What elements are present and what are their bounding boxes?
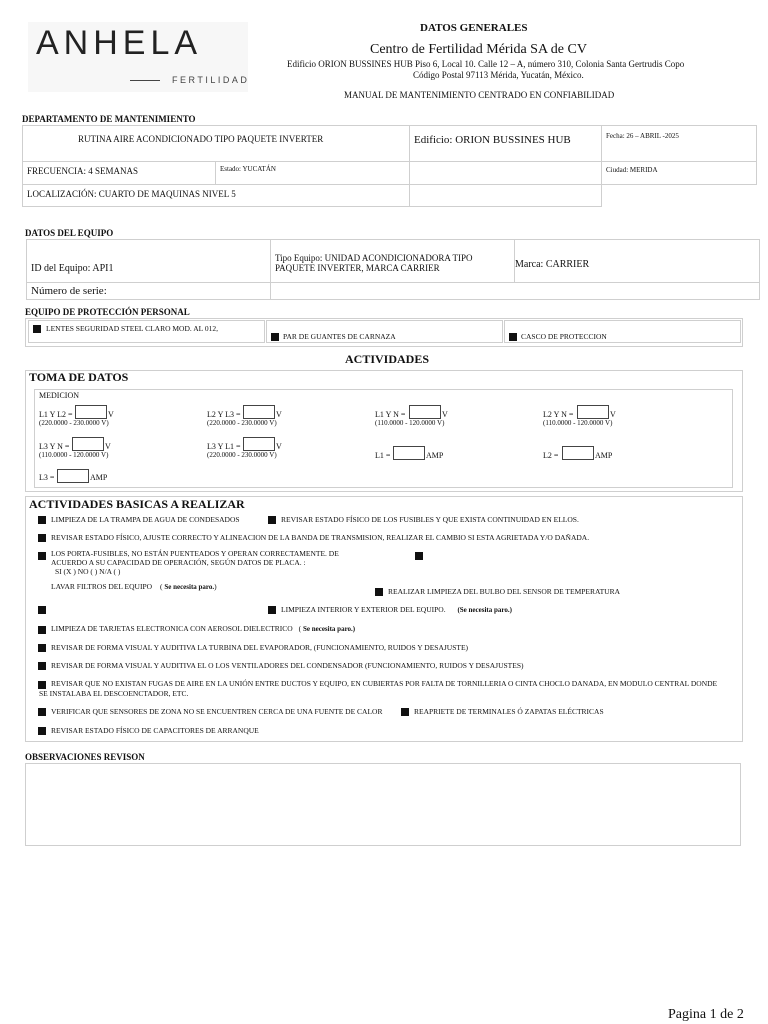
activity-lavar-filtros: LAVAR FILTROS DEL EQUIPO ( Se necesita paro.) xyxy=(51,582,217,591)
equipment-id: ID del Equipo: API1 xyxy=(31,263,114,274)
activity-text: LIMPIEZA DE TARJETAS ELECTRONICA CON AEROSOL DIELECTRICO xyxy=(51,624,293,633)
equipment-label: DATOS DEL EQUIPO xyxy=(25,228,114,238)
state-cell xyxy=(215,161,410,185)
bullet-icon xyxy=(38,727,46,735)
reading-input[interactable] xyxy=(243,405,275,419)
epp-item-text: PAR DE GUANTES DE CARNAZA xyxy=(283,332,396,341)
equipment-brand: Marca: CARRIER xyxy=(515,259,590,270)
equipment-brand-cell xyxy=(514,239,760,283)
activity-text: LAVAR FILTROS DEL EQUIPO xyxy=(51,582,153,591)
routine-cell xyxy=(22,125,410,162)
dept-label: DEPARTAMENTO DE MANTENIMIENTO xyxy=(22,114,196,124)
reading-input[interactable] xyxy=(75,405,107,419)
bullet-icon xyxy=(38,626,46,634)
bullet-icon xyxy=(33,325,41,333)
activity-text: REVISAR DE FORMA VISUAL Y AUDITIVA LA TURBINA DEL EVAPORADOR, (FUNCIONAMIENTO, RUIDOS Y DESAJUSTE) xyxy=(51,643,469,652)
reading-input[interactable] xyxy=(393,446,425,460)
routine-text: RUTINA AIRE ACONDICIONADO TIPO PAQUETE INVERTER xyxy=(78,134,324,144)
equipment-type-line2: PAQUETE INVERTER, MARCA CARRIER xyxy=(275,263,440,273)
activity-text: LIMPIEZA INTERIOR Y EXTERIOR DEL EQUIPO. xyxy=(281,605,446,614)
page-number: Pagina 1 de 2 xyxy=(668,1007,744,1022)
reading-unit: AMP xyxy=(90,473,108,482)
equipment-id-cell xyxy=(26,239,271,283)
bullet-icon xyxy=(38,552,46,560)
reading-label: L2 Y L3 = xyxy=(207,410,241,419)
activity-note: Se necesita paro.) xyxy=(302,625,356,633)
reading-unit: V xyxy=(276,442,282,451)
activity-text: REVISAR ESTADO FÍSICO DE LOS FUSIBLES Y QUE EXISTA CONTINUIDAD EN ELLOS. xyxy=(281,515,579,524)
bullet-icon xyxy=(38,534,46,542)
reading-unit: V xyxy=(105,442,111,451)
reading-label: L3 Y L1 = xyxy=(207,442,241,451)
activity-text: REAPRIETE DE TERMINALES Ó ZAPATAS ELÉCTRICAS xyxy=(414,707,604,716)
reading-range: (220.0000 - 230.0000 V) xyxy=(207,419,277,427)
readings-title: TOMA DE DATOS xyxy=(29,370,129,384)
epp-item-text: CASCO DE PROTECCION xyxy=(521,332,607,341)
reading-label: L2 Y N = xyxy=(543,410,574,419)
address-line1: Edificio ORION BUSSINES HUB Piso 6, Local 10. Calle 12 – A, número 310, Colonia Santa Gertrudis Copo xyxy=(287,59,685,69)
reading-unit: AMP xyxy=(595,451,613,460)
date-cell xyxy=(601,125,757,162)
reading-unit: V xyxy=(108,410,114,419)
equipment-type-cell xyxy=(270,239,515,283)
observations-field[interactable] xyxy=(25,763,741,846)
bullet-icon xyxy=(509,333,517,341)
manual-title: MANUAL DE MANTENIMIENTO CENTRADO EN CONFIABILIDAD xyxy=(344,90,615,100)
activity-porta-fusibles xyxy=(51,549,339,576)
epp-label: EQUIPO DE PROTECCIÓN PERSONAL xyxy=(25,307,190,317)
reading-unit: V xyxy=(610,410,616,419)
reading-unit: AMP xyxy=(426,451,444,460)
state-text: Estado: YUCATÁN xyxy=(220,165,276,173)
serial-label-cell xyxy=(26,282,271,300)
observations-label: OBSERVACIONES REVISON xyxy=(25,752,145,762)
bullet-icon xyxy=(38,644,46,652)
bullet-icon xyxy=(38,708,46,716)
frequency-text: FRECUENCIA: 4 SEMANAS xyxy=(27,166,139,176)
activity-answer: SI (X ) NO ( ) N/A ( ) xyxy=(55,567,121,576)
reading-range: (110.0000 - 120.0000 V) xyxy=(375,419,445,427)
address-line2: Código Postal 97113 Mérida, Yucatán, México. xyxy=(413,70,584,80)
blank-cell-1 xyxy=(409,161,602,185)
reading-range: (110.0000 - 120.0000 V) xyxy=(543,419,613,427)
activity-text: VERIFICAR QUE SENSORES DE ZONA NO SE ENCUENTREN CERCA DE UNA FUENTE DE CALOR xyxy=(51,707,383,716)
reading-input[interactable] xyxy=(72,437,104,451)
reading-input[interactable] xyxy=(577,405,609,419)
bullet-icon xyxy=(268,606,276,614)
activity-text: REALIZAR LIMPIEZA DEL BULBO DEL SENSOR DE TEMPERATURA xyxy=(388,587,621,596)
activity-text: REVISAR ESTADO FÍSICO, AJUSTE CORRECTO Y ALINEACION DE LA BANDA DE TRANSMISION, REALIZAR EL CAMBIO SI ESTA AGRIETADA Y/O DAÑADA. xyxy=(51,533,590,542)
location-cell xyxy=(22,184,410,207)
activity-note: Se necesita paro. xyxy=(164,583,215,591)
date-text: Fecha: 26 – ABRIL -2025 xyxy=(606,132,679,140)
readings-subtitle: MEDICION xyxy=(39,391,79,400)
reading-label: L1 = xyxy=(375,451,391,460)
activity-text: SE INSTALABA EL DESCOENCTADOR, ETC. xyxy=(39,688,189,698)
bullet-icon xyxy=(268,516,276,524)
serial-value-cell xyxy=(270,282,760,300)
reading-range: (110.0000 - 120.0000 V) xyxy=(39,451,109,459)
bullet-icon xyxy=(401,708,409,716)
activity-fugas xyxy=(39,679,739,698)
blank-cell-2 xyxy=(409,184,602,207)
epp-item-2 xyxy=(266,320,503,343)
reading-label: L2 = xyxy=(543,451,559,460)
bullet-icon xyxy=(38,606,46,614)
reading-label: L3 Y N = xyxy=(39,442,70,451)
bullet-icon xyxy=(375,588,383,596)
activity-text: LIMPIEZA DE LA TRAMPA DE AGUA DE CONDESADOS xyxy=(51,515,240,524)
reading-label: L1 Y N = xyxy=(375,410,406,419)
reading-input[interactable] xyxy=(409,405,441,419)
frequency-cell xyxy=(22,161,216,185)
bullet-icon xyxy=(271,333,279,341)
epp-item-1 xyxy=(28,320,265,343)
logo-tagline: FERTILIDAD xyxy=(172,75,250,85)
reading-unit: V xyxy=(442,410,448,419)
bullet-icon xyxy=(415,552,423,560)
epp-item-3 xyxy=(504,320,741,343)
header-title: DATOS GENERALES xyxy=(420,22,528,34)
readings-inner xyxy=(34,389,733,488)
reading-label: L3 = xyxy=(39,473,55,482)
equipment-type-line1: Tipo Equipo: UNIDAD ACONDICIONADORA TIPO xyxy=(275,253,473,263)
logo-name: ANHELA xyxy=(36,24,203,62)
activity-text: REVISAR DE FORMA VISUAL Y AUDITIVA EL O LOS VENTILADORES DEL CONDENSADOR (FUNCIONAMIENTO, RUIDOS Y DESAJUSTES) xyxy=(51,661,524,670)
reading-label: L1 Y L2 = xyxy=(39,410,73,419)
basic-title: ACTIVIDADES BASICAS A REALIZAR xyxy=(29,497,245,511)
building-cell xyxy=(409,125,602,162)
activity-text: LOS PORTA-FUSIBLES, NO ESTÁN PUENTEADOS Y OPERAN CORRECTAMENTE. DE xyxy=(51,549,339,558)
activity-note: (Se necesita paro.) xyxy=(457,606,512,614)
logo-divider xyxy=(130,80,160,81)
reading-range: (220.0000 - 230.0000 V) xyxy=(207,451,277,459)
reading-unit: V xyxy=(276,410,282,419)
city-text: Ciudad: MERIDA xyxy=(606,166,658,174)
reading-input[interactable] xyxy=(562,446,594,460)
activity-tarjetas: LIMPIEZA DE TARJETAS ELECTRONICA CON AEROSOL DIELECTRICO ( Se necesita paro.) xyxy=(51,624,356,633)
city-cell xyxy=(601,161,757,185)
reading-input[interactable] xyxy=(57,469,89,483)
logo xyxy=(28,22,248,92)
activity-limpieza-interior xyxy=(281,605,512,614)
activity-text: ACUERDO A SU CAPACIDAD DE OPERACIÓN, SEGÚN DATOS DE PLACA. : xyxy=(51,558,306,567)
bullet-icon xyxy=(38,662,46,670)
serial-label: Número de serie: xyxy=(31,285,107,297)
reading-input[interactable] xyxy=(243,437,275,451)
building-text: Edificio: ORION BUSSINES HUB xyxy=(414,134,571,146)
epp-item-text: LENTES SEGURIDAD STEEL CLARO MOD. AL 012, xyxy=(46,324,218,333)
activities-title: ACTIVIDADES xyxy=(345,352,430,366)
reading-range: (220.0000 - 230.0000 V) xyxy=(39,419,109,427)
bullet-icon xyxy=(38,516,46,524)
activity-text: REVISAR ESTADO FÍSICO DE CAPACITORES DE ARRANQUE xyxy=(51,726,259,735)
location-text: LOCALIZACIÓN: CUARTO DE MAQUINAS NIVEL 5 xyxy=(27,189,236,199)
activity-text: REVISAR QUE NO EXISTAN FUGAS DE AIRE EN LA UNIÓN ENTRE DUCTOS Y EQUIPO, EN CUBIERTAS POR FALTA DE TORNILLERIA O CINTA CHOCLO DANADA, EN MODULO CENTRAL DONDE xyxy=(51,679,718,688)
company-name: Centro de Fertilidad Mérida SA de CV xyxy=(370,42,587,57)
